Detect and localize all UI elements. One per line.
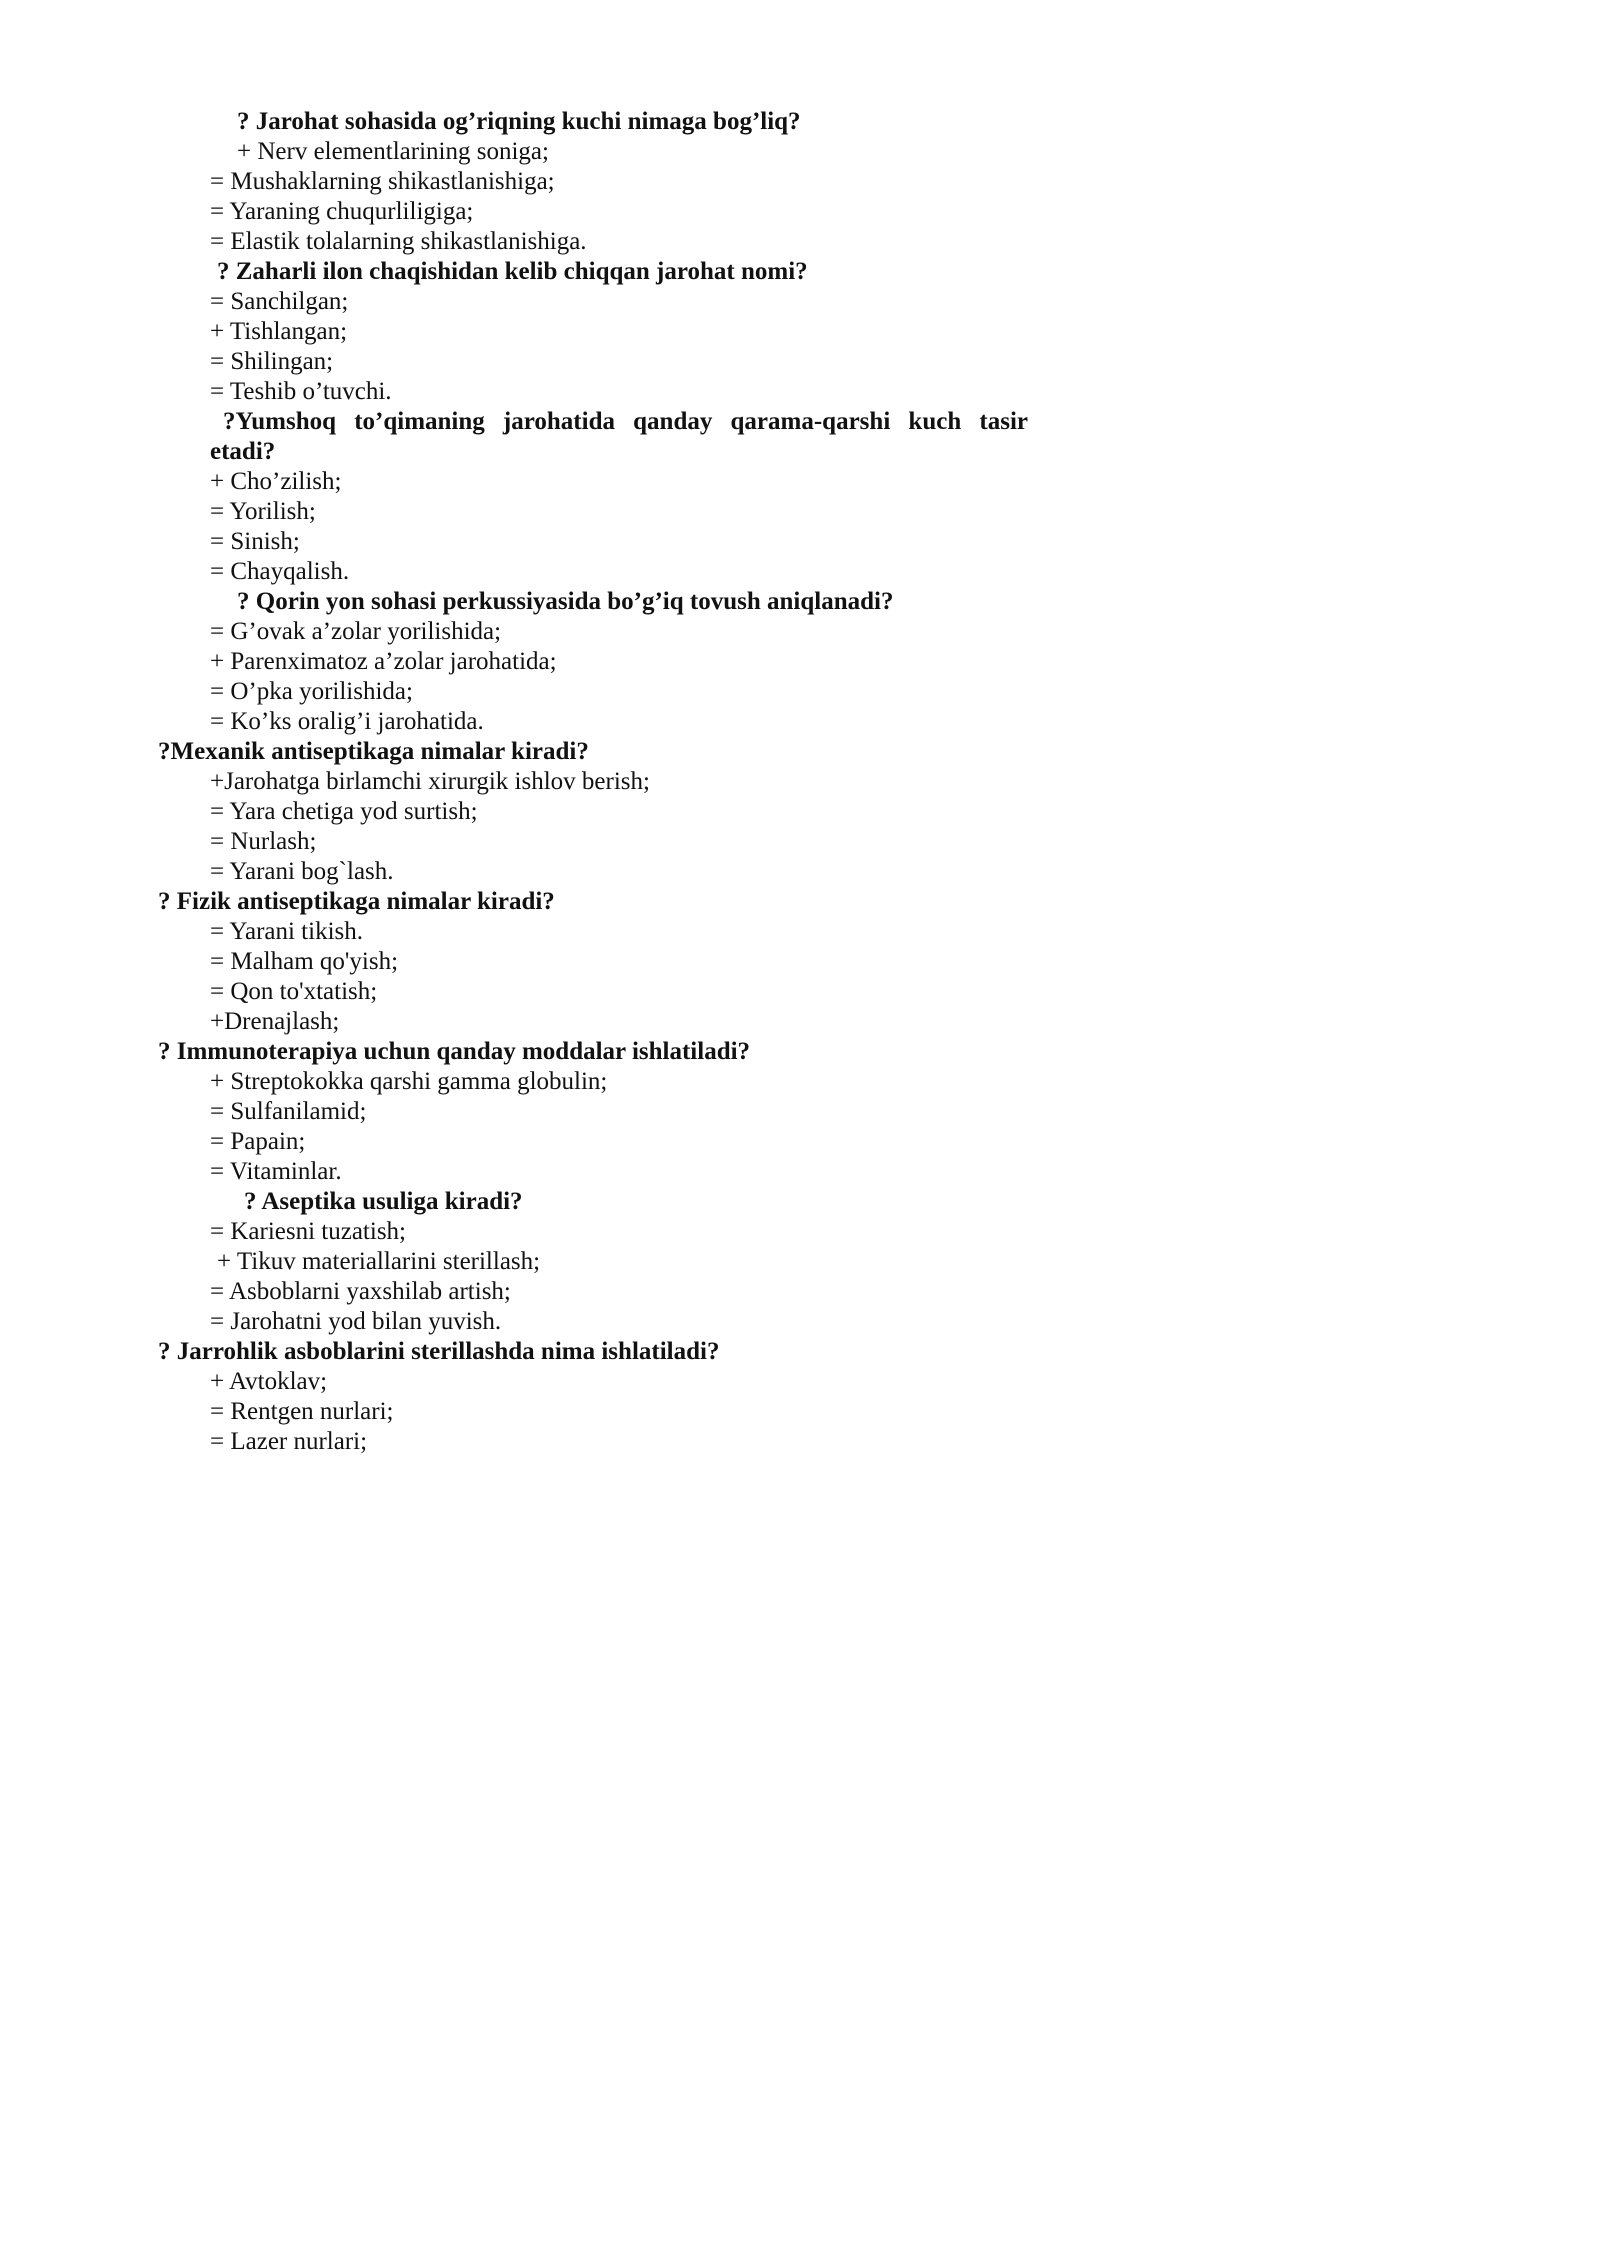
question-title: ? Jarrohlik asboblarini sterillashda nima ishlatiladi? [158, 1338, 720, 1365]
answer-option: = Jarohatni yod bilan yuvish. [210, 1308, 502, 1335]
answer-option: = Elastik tolalarning shikastlanishiga. [210, 228, 587, 255]
answer-option: = Ko’ks oralig’i jarohatida. [210, 708, 484, 735]
answer-option: = Shilingan; [210, 348, 334, 375]
answer-option: = Asboblarni yaxshilab artish; [210, 1278, 511, 1305]
answer-option: = Sulfanilamid; [210, 1098, 367, 1125]
answer-option: = Papain; [210, 1128, 306, 1155]
answer-option: + Nerv elementlarining soniga; [237, 138, 549, 165]
answer-option: + Tikuv materiallarini sterillash; [217, 1248, 541, 1275]
answer-option: = Chayqalish. [210, 558, 350, 585]
question-title: ? Immunoterapiya uchun qanday moddalar ishlatiladi? [158, 1038, 751, 1065]
question-title: ? Zaharli ilon chaqishidan kelib chiqqan jarohat nomi? [217, 258, 808, 285]
answer-option: = Yarani bog`lash. [210, 858, 394, 885]
answer-option: = Malham qo'yish; [210, 948, 399, 975]
answer-option: = Yarani tikish. [210, 918, 364, 945]
answer-option: = Yaraning chuqurliligiga; [210, 198, 474, 225]
answer-option: + Tishlangan; [210, 318, 348, 345]
answer-option: = Nurlash; [210, 828, 317, 855]
answer-option: = Mushaklarning shikastlanishiga; [210, 168, 555, 195]
question-title: ?Mexanik antiseptikaga nimalar kiradi? [158, 738, 589, 765]
question-title: ?Yumshoq to’qimaning jarohatida qanday qarama-qarshi kuch tasir [223, 408, 1028, 435]
answer-option: = O’pka yorilishida; [210, 678, 413, 705]
answer-option: +Drenajlash; [210, 1008, 340, 1035]
answer-option: = G’ovak a’zolar yorilishida; [210, 618, 502, 645]
answer-option: + Streptokokka qarshi gamma globulin; [210, 1068, 608, 1095]
question-title: ? Fizik antiseptikaga nimalar kiradi? [158, 888, 555, 915]
answer-option: + Avtoklav; [210, 1368, 328, 1395]
answer-option: = Yara chetiga yod surtish; [210, 798, 478, 825]
question-title: ? Aseptika usuliga kiradi? [244, 1188, 523, 1215]
question-title-continuation: etadi? [210, 438, 276, 465]
answer-option: = Sinish; [210, 528, 300, 555]
answer-option: + Cho’zilish; [210, 468, 342, 495]
answer-option: = Yorilish; [210, 498, 316, 525]
answer-option: = Kariesni tuzatish; [210, 1218, 406, 1245]
answer-option: = Teshib o’tuvchi. [210, 378, 392, 405]
answer-option: = Lazer nurlari; [210, 1428, 368, 1455]
question-title: ? Jarohat sohasida og’riqning kuchi nimaga bog’liq? [237, 108, 801, 135]
answer-option: = Rentgen nurlari; [210, 1398, 394, 1425]
answer-option: +Jarohatga birlamchi xirurgik ishlov berish; [210, 768, 650, 795]
answer-option: + Parenximatoz a’zolar jarohatida; [210, 648, 557, 675]
question-title: ? Qorin yon sohasi perkussiyasida bo’g’iq tovush aniqlanadi? [237, 588, 894, 615]
answer-option: = Qon to'xtatish; [210, 978, 378, 1005]
answer-option: = Vitaminlar. [210, 1158, 342, 1185]
answer-option: = Sanchilgan; [210, 288, 349, 315]
